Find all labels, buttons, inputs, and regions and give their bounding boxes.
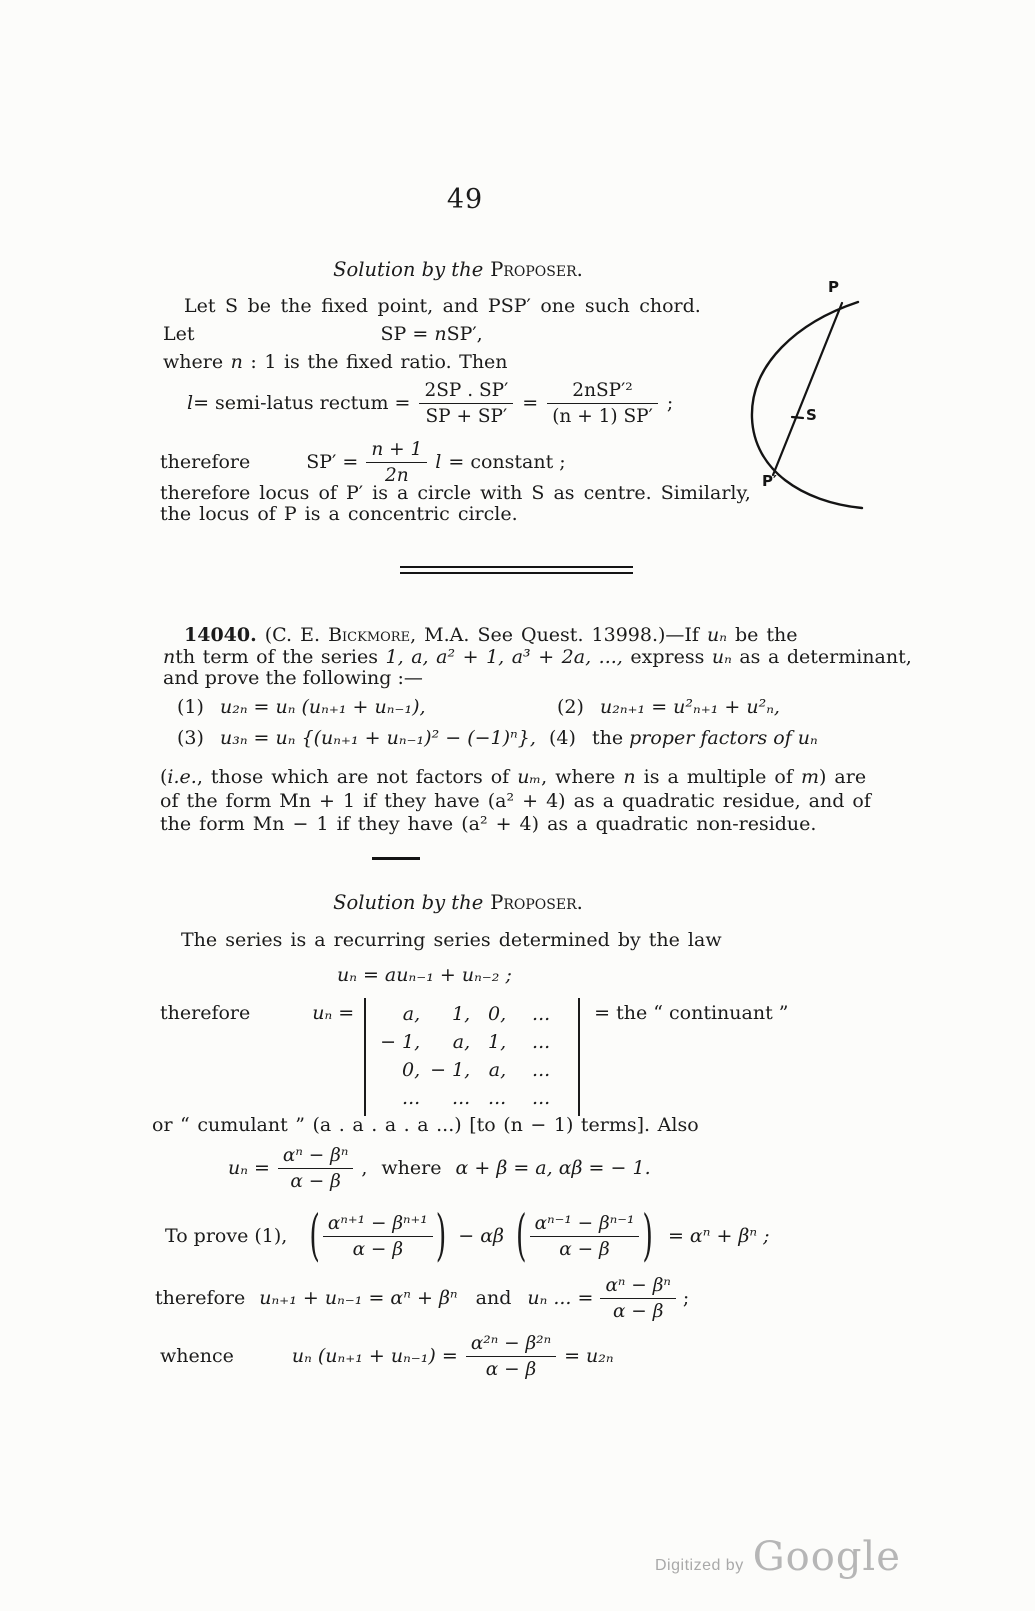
problem-l2-b: express [622, 646, 712, 668]
conic-chord-figure [728, 266, 1018, 516]
open-paren: ( [516, 1204, 527, 1268]
figure-label-p-prime: P′ [762, 472, 777, 490]
prove1-label: To prove (1), [165, 1225, 288, 1247]
problem-l1-un: uₙ [707, 624, 727, 646]
identity-4-proper: proper [629, 727, 695, 749]
det-cell: ... [488, 1087, 507, 1109]
therefore-eq1: uₙ₊₁ + uₙ₋₁ = αⁿ + βⁿ [259, 1287, 458, 1309]
s1-line3-pre: where [163, 351, 231, 373]
det-cell: 0, [488, 1003, 507, 1025]
para2-ie: i.e. [167, 766, 197, 788]
close-paren: ) [642, 1204, 653, 1268]
identity-4-post: factors of uₙ [694, 727, 818, 749]
para2-m: m [800, 766, 819, 788]
s2-determinant-block [160, 998, 788, 1116]
determinant-therefore-label: therefore [160, 1002, 251, 1024]
problem-l2-n: n [163, 646, 176, 668]
det-cell: − 1, [380, 1031, 421, 1053]
det-cell: a, [402, 1003, 421, 1025]
uneq-fraction [278, 1145, 353, 1192]
prove1-mid: − αβ [458, 1225, 505, 1247]
eq1-fraction-2 [547, 380, 658, 427]
problem-number: 14040. [184, 624, 257, 646]
s1-paragraph-line-2 [163, 323, 483, 346]
det-cell: ... [532, 1003, 551, 1025]
uneq-lhs: uₙ = [228, 1157, 270, 1179]
close-paren: ) [435, 1204, 447, 1268]
identity-2-expr: u₂ₙ₊₁ = u²ₙ₊₁ + u²ₙ, [599, 696, 780, 718]
s2-recurrence-law: uₙ = auₙ₋₁ + uₙ₋₂ ; [337, 964, 512, 986]
para2-p4: ) are [818, 766, 867, 788]
solution-divider-rule [372, 857, 420, 860]
s1-paragraph-line-5: the locus of P is a concentric circle. [160, 503, 518, 525]
identity-3-expr: u₃ₙ = uₙ {(uₙ₊₁ + uₙ₋₁)² − (−1)ⁿ}, [219, 727, 536, 749]
uneq-comma: , [361, 1157, 368, 1179]
therefore-frac-num: αⁿ − βⁿ [600, 1275, 675, 1299]
therefore-label: therefore [155, 1287, 246, 1309]
det-cell: ... [402, 1087, 421, 1109]
eq1-equals: = [522, 392, 539, 414]
problem-line-1 [163, 624, 798, 647]
eq1-frac1-den: SP + SP′ [425, 405, 508, 427]
solution-heading-2-italic: Solution by the [333, 891, 484, 914]
determinant-rhs: = the “ continuant ” [594, 1002, 789, 1024]
uneq-frac-den: α − β [290, 1170, 341, 1192]
s1-paragraph-line-3 [163, 351, 508, 374]
prove1-frac2-den: α − β [559, 1238, 610, 1260]
open-paren: ( [309, 1204, 320, 1268]
digitized-by-text: Digitized by [655, 1557, 744, 1574]
uneq-conditions: α + β = a, αβ = − 1. [455, 1157, 651, 1179]
identity-1-label: (1) [177, 696, 204, 718]
para2-n: n [623, 766, 636, 788]
identity-1-expr: u₂ₙ = uₙ (uₙ₊₁ + uₙ₋₁), [219, 696, 426, 718]
det-cell: − 1, [430, 1059, 471, 1081]
whence-fraction [466, 1333, 556, 1380]
identity-4-pre: the [591, 727, 630, 749]
det-cell: a, [488, 1059, 507, 1081]
therefore-fraction [600, 1275, 675, 1322]
para2-p0: ( [160, 766, 168, 788]
det-cell: a, [452, 1031, 471, 1053]
digitized-watermark [655, 1534, 901, 1580]
problem-identity-1 [177, 696, 426, 719]
s1-line3-n: n [230, 351, 243, 373]
eq2-fraction [366, 439, 427, 486]
s2-cumulant-line: or “ cumulant ” (a . a . a . a ...) [to (n − 1) terms]. Also [152, 1114, 699, 1136]
prove1-frac1-num: αⁿ⁺¹ − βⁿ⁺¹ [323, 1213, 433, 1237]
det-cell: 1, [452, 1003, 471, 1025]
problem-l2-un: uₙ [711, 646, 732, 668]
eq2-tail: = constant ; [448, 451, 566, 473]
para2-um: uₘ [517, 766, 542, 788]
s1-equation-latus-rectum [187, 374, 673, 432]
problem-para2-line-3: the form Mn − 1 if they have (a² + 4) as a quadratic non-residue. [160, 813, 817, 835]
problem-line-2 [163, 646, 912, 669]
uneq-frac-num: αⁿ − βⁿ [278, 1145, 353, 1169]
prove1-frac2-num: αⁿ⁻¹ − βⁿ⁻¹ [530, 1213, 640, 1237]
s1-sp-equation-n: n [434, 323, 447, 345]
prove1-rhs: = αⁿ + βⁿ ; [667, 1225, 770, 1247]
det-cell: ... [532, 1059, 551, 1081]
whence-lhs: uₙ (uₙ₊₁ + uₙ₋₁) = [291, 1345, 458, 1367]
s1-line3-post: : 1 is the fixed ratio. Then [242, 351, 508, 373]
s1-paragraph-line-1: Let S be the fixed point, and PSP′ one such chord. [184, 295, 701, 317]
determinant-lhs: uₙ = [312, 1002, 355, 1024]
whence-frac-num: α²ⁿ − β²ⁿ [466, 1333, 556, 1357]
page-number: 49 [446, 184, 484, 215]
eq1-lhs: = semi-latus rectum = [193, 392, 411, 414]
eq1-frac2-den: (n + 1) SP′ [552, 405, 653, 427]
para2-p1: , those which are not factors of [196, 766, 518, 788]
eq2-ell: l [435, 451, 442, 473]
eq2-frac-den: 2n [384, 464, 409, 486]
problem-author: Bickmore [328, 624, 411, 646]
google-logo: Google [752, 1534, 901, 1580]
s1-equation-sp-constant [160, 436, 566, 488]
s2-whence-line [160, 1330, 614, 1382]
prove1-fraction-1 [323, 1213, 433, 1260]
eq1-frac1-num: 2SP . SP′ [419, 380, 513, 404]
identity-2-label: (2) [557, 696, 584, 718]
problem-identity-4 [549, 727, 818, 750]
solution-heading-2 [168, 891, 748, 914]
det-cell: 1, [488, 1031, 507, 1053]
det-cell: 0, [402, 1059, 421, 1081]
problem-l2-series: 1, a, a² + 1, a³ + 2a, ..., [385, 646, 623, 668]
eq1-ell: l [187, 392, 194, 414]
solution-heading-2-proposer: Proposer. [490, 891, 583, 914]
uneq-where: where [381, 1157, 442, 1179]
eq2-lhs: SP′ = [306, 451, 359, 473]
eq2-therefore-label: therefore [160, 451, 251, 473]
problem-para2-line-1 [160, 766, 866, 789]
det-cell: ... [452, 1087, 471, 1109]
para2-p2: , where [541, 766, 624, 788]
whence-frac-den: α − β [485, 1358, 537, 1380]
problem-l2-a: th term of the series [175, 646, 386, 668]
s2-prove1-line [165, 1205, 770, 1267]
solution-heading-1-italic: Solution by the [333, 258, 484, 281]
therefore-frac-den: α − β [612, 1300, 664, 1322]
whence-rhs: = u₂ₙ [564, 1345, 614, 1367]
prove1-fraction-2 [530, 1213, 640, 1260]
therefore-eq2-lhs: uₙ ... = [527, 1287, 594, 1309]
eq1-frac2-num: 2nSP′² [547, 380, 658, 404]
s2-un-closed-form [228, 1143, 651, 1193]
problem-identity-3 [177, 727, 536, 750]
eq2-frac-num: n + 1 [366, 439, 427, 463]
focus-tick [792, 417, 803, 418]
problem-l2-c: as a determinant, [731, 646, 912, 668]
problem-l1-mid: , M.A. See Quest. 13998.)—If [410, 624, 707, 646]
solution-heading-1-proposer: Proposer. [490, 258, 583, 281]
s1-paragraph-line-4: therefore locus of P′ is a circle with S as centre. Similarly, [160, 482, 751, 504]
det-cell: ... [532, 1087, 551, 1109]
problem-l1-post: be the [726, 624, 798, 646]
determinant-bars [364, 998, 580, 1116]
s2-intro-line: The series is a recurring series determined by the law [181, 929, 722, 951]
eq1-semicolon: ; [666, 392, 674, 414]
figure-label-s: S [806, 406, 817, 424]
prove1-frac1-den: α − β [352, 1238, 404, 1260]
s1-let-label: Let [163, 323, 195, 345]
s1-sp-equation-post: SP′, [446, 323, 483, 345]
problem-para2-line-2: of the form Mn + 1 if they have (a² + 4) as a quadratic residue, and of [160, 790, 871, 812]
det-cell: ... [532, 1031, 551, 1053]
identity-4-label: (4) [549, 727, 576, 749]
problem-identity-2 [557, 696, 780, 719]
section-divider-double-rule [400, 566, 633, 574]
eq1-fraction-1 [419, 380, 513, 427]
para2-p3: is a multiple of [635, 766, 801, 788]
figure-label-p: P [828, 278, 839, 296]
s2-therefore-line [155, 1272, 689, 1324]
therefore-and: and [475, 1287, 512, 1309]
whence-label: whence [160, 1345, 234, 1367]
chord-line [773, 303, 842, 475]
problem-l1-pre: (C. E. [256, 624, 329, 646]
determinant-grid [372, 1000, 552, 1112]
problem-line-3: and prove the following :— [163, 667, 423, 689]
s1-sp-equation-pre: SP = [380, 323, 435, 345]
solution-heading-1 [168, 258, 748, 281]
therefore-semicolon: ; [682, 1287, 690, 1309]
identity-3-label: (3) [177, 727, 204, 749]
